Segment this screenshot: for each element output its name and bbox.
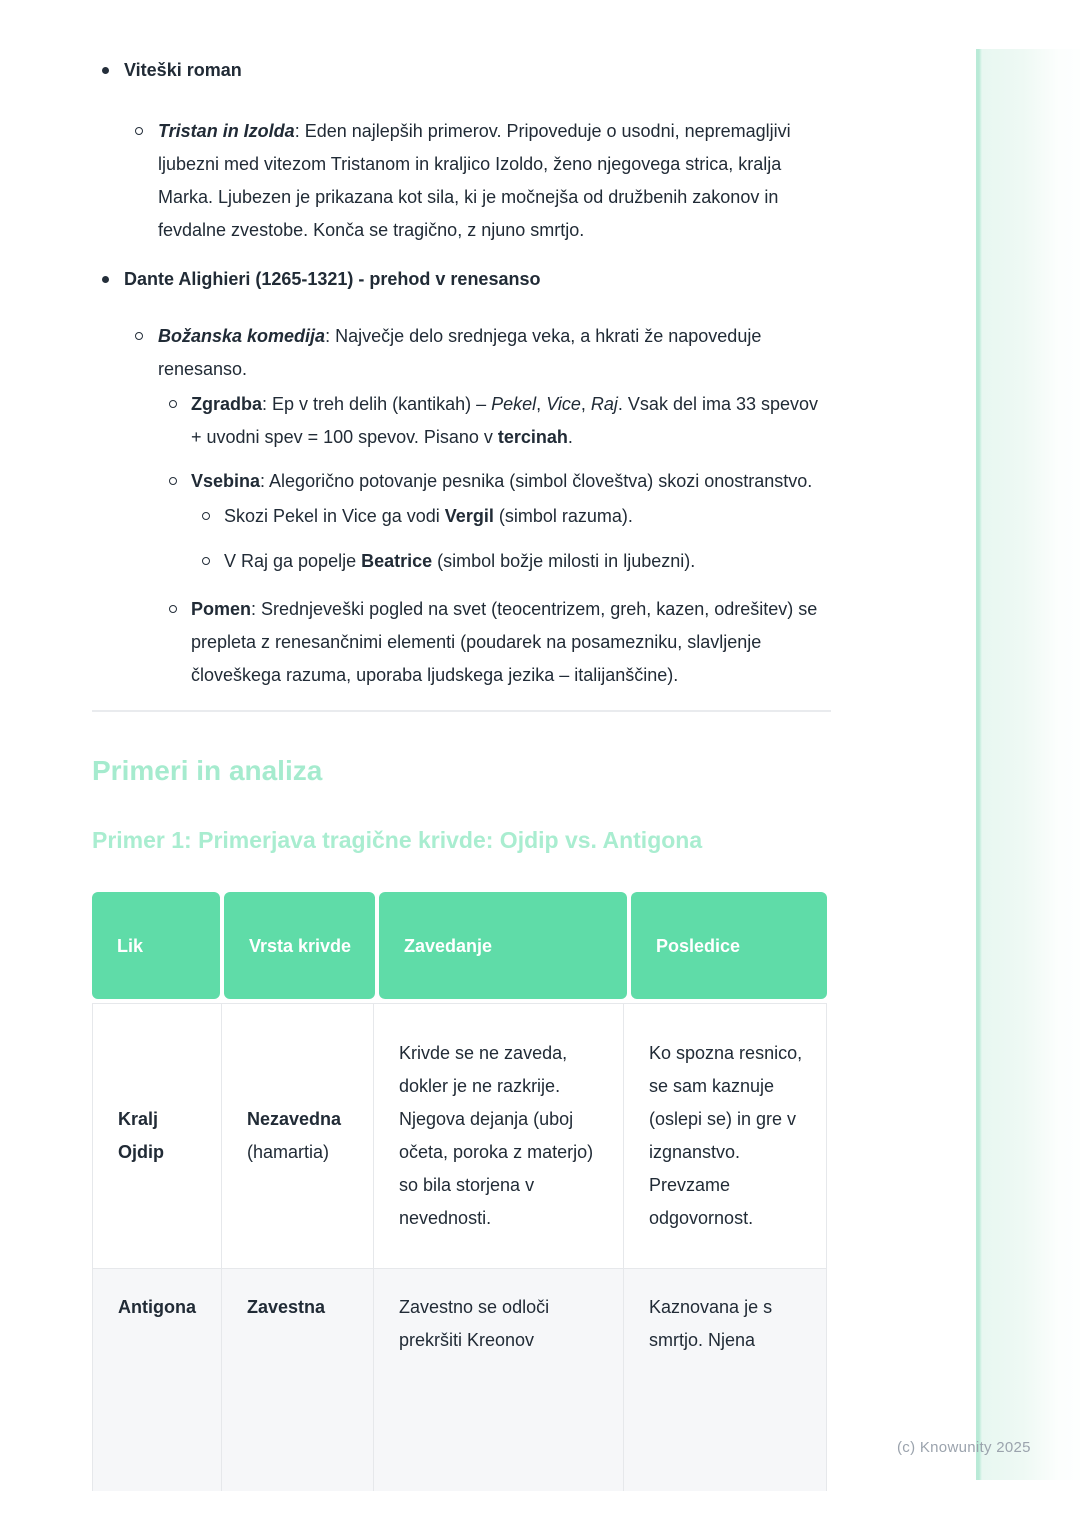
cell-text: Kralj Ojdip: [118, 1109, 164, 1162]
copyright-text: (c) Knowunity 2025: [897, 1439, 1031, 1456]
cell-zavedanje: [374, 1269, 624, 1491]
circle-bullet-icon: [169, 400, 177, 408]
list-item-pomen: [92, 593, 831, 692]
cell-text: Antigona: [118, 1297, 196, 1317]
table-body: [92, 1003, 827, 1491]
cell-vrsta-krivde: [222, 1269, 374, 1491]
divider: [92, 710, 831, 712]
cell-zavedanje: [374, 1004, 624, 1268]
comparison-table: [92, 892, 827, 1491]
list-item-bozanska-komedija: [92, 320, 831, 386]
circle-bullet-icon: [169, 605, 177, 613]
list-item-skozi-pekel: [92, 500, 831, 533]
circle-bullet-icon: [135, 332, 143, 340]
list-item-text: Tristan in Izolda: Eden najlepših primerov. Pripoveduje o usodni, nepremagljivi ljubezni med vitezom Tristanom in kraljico Izoldo, ženo njegovega strica, kralja Marka. Ljubezen je prikazana kot sila, ki je močnejša od družbenih zakonov in fevdalne zvestobe. Konča se tragično, z njuno smrtjo.: [158, 121, 791, 240]
list-item-viteski-roman: [92, 58, 831, 82]
cell-text: Krivde se ne zaveda, dokler je ne razkrije. Njegova dejanja (uboj očeta, poroka z materjo) so bila storjena v nevednosti.: [399, 1043, 594, 1228]
cell-posledice: [624, 1004, 826, 1268]
table-header-vrsta-krivde: Vrsta krivde: [224, 892, 375, 999]
list-item-text: Božanska komedija: Največje delo srednjega veka, a hkrati že napoveduje renesanso.: [158, 326, 762, 379]
circle-bullet-icon: [169, 477, 177, 485]
list-item-vsebina: [92, 465, 831, 498]
list-item-text: Vsebina: Alegorično potovanje pesnika (simbol človeštva) skozi onostranstvo.: [191, 471, 813, 491]
table-row-antigona: [93, 1268, 826, 1491]
list-item-v-raj: [92, 545, 831, 578]
cell-vrsta-krivde: [222, 1004, 374, 1268]
table-header-zavedanje: Zavedanje: [379, 892, 627, 999]
subsection-heading: Primer 1: Primerjava tragične krivde: Ojdip vs. Antigona: [92, 827, 703, 853]
bullet-icon: [102, 67, 109, 74]
table-header-posledice: Posledice: [631, 892, 827, 999]
table-header-row: [92, 892, 827, 999]
list-item-text: V Raj ga popelje Beatrice (simbol božje milosti in ljubezni).: [224, 551, 696, 571]
list-item-dante-alighieri: [92, 267, 831, 291]
cell-posledice: [624, 1269, 826, 1491]
bullet-icon: [102, 276, 109, 283]
cell-text: Ko spozna resnico, se sam kaznuje (oslepi se) in gre v izgnanstvo. Prevzame odgovornost.: [649, 1043, 803, 1228]
section-heading: Primeri in analiza: [92, 755, 323, 786]
list-item-zgradba: [92, 388, 831, 454]
cell-text: Nezavedna (hamartia): [247, 1109, 342, 1162]
list-item-tristan-in-izolda: [92, 115, 831, 247]
cell-text: Kaznovana je s smrtjo. Njena: [649, 1297, 773, 1350]
table-row-kralj-ojdip: [93, 1004, 826, 1268]
cell-text: Zavestno se odloči prekršiti Kreonov: [399, 1297, 550, 1350]
list-item-text: Dante Alighieri (1265-1321) - prehod v renesanso: [124, 269, 541, 289]
table-header-lik: Lik: [92, 892, 220, 999]
list-item-text: Zgradba: Ep v treh delih (kantikah) – Pekel, Vice, Raj. Vsak del ima 33 spevov + uvodni spev = 100 spevov. Pisano v tercinah.: [191, 394, 819, 447]
circle-bullet-icon: [202, 512, 210, 520]
circle-bullet-icon: [135, 127, 143, 135]
list-item-text: Skozi Pekel in Vice ga vodi Vergil (simbol razuma).: [224, 506, 633, 526]
list-item-text: Viteški roman: [124, 60, 242, 80]
cell-text: Zavestna: [247, 1297, 326, 1317]
cell-lik: [93, 1269, 222, 1491]
cell-lik: [93, 1004, 222, 1268]
circle-bullet-icon: [202, 557, 210, 565]
list-item-text: Pomen: Srednjeveški pogled na svet (teocentrizem, greh, kazen, odrešitev) se prepleta z renesančnimi elementi (poudarek na posamezniku, slavljenje človeškega razuma, uporaba ljudskega jezika – italijanščine).: [191, 599, 818, 685]
page-edge-stripe: [976, 49, 1080, 1480]
document-body: [92, 0, 831, 1491]
